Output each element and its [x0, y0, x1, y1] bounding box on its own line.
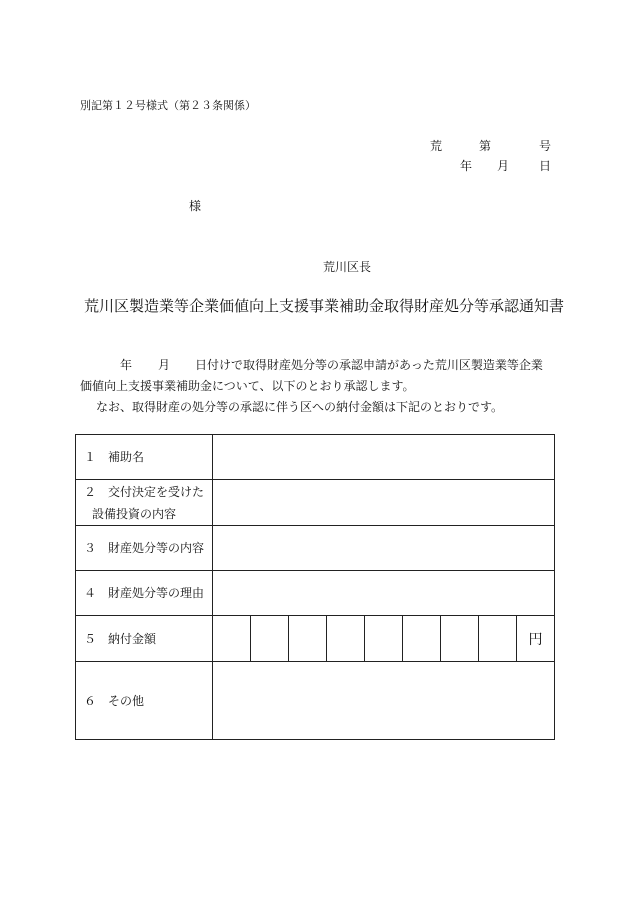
- row-label: ６ その他: [76, 662, 213, 740]
- amount-digit-cell[interactable]: [213, 616, 251, 661]
- row-label: ３ 財産処分等の内容: [76, 526, 213, 571]
- field-disposal-content[interactable]: [213, 526, 555, 571]
- amount-digit-cell[interactable]: [479, 616, 517, 661]
- amount-digit-cell[interactable]: [441, 616, 479, 661]
- body-year: 年: [120, 358, 133, 372]
- row-label: １ 補助名: [76, 435, 213, 480]
- row-label-line1: ２ 交付決定を受けた: [84, 484, 205, 499]
- row-label: [76, 480, 213, 526]
- body-month: 月: [158, 358, 171, 372]
- table-row: [76, 435, 555, 480]
- document-title: 荒川区製造業等企業価値向上支援事業補助金取得財産処分等承認通知書: [84, 297, 565, 315]
- field-subsidy-name[interactable]: [213, 435, 555, 480]
- body-line2: 価値向上支援事業補助金について、以下のとおり承認します。: [80, 379, 415, 393]
- amount-digit-cell[interactable]: [251, 616, 289, 661]
- date-month: 月: [497, 159, 510, 173]
- doc-number-dai: 第: [479, 139, 492, 153]
- table-row: [76, 526, 555, 571]
- body-line3: なお、取得財産の処分等の承認に伴う区への納付金額は下記のとおりです。: [96, 400, 504, 414]
- amount-unit: 円: [528, 631, 543, 648]
- form-reference: 別記第１２号様式（第２３条関係）: [80, 99, 256, 112]
- amount-digit-cell[interactable]: [327, 616, 365, 661]
- date-year: 年: [460, 159, 473, 173]
- table-row: [76, 480, 555, 526]
- amount-digit-cell[interactable]: [365, 616, 403, 661]
- row-label-line2: 設備投資の内容: [92, 506, 177, 521]
- field-other[interactable]: [213, 662, 555, 740]
- table-row: [76, 616, 555, 662]
- table-row: [76, 662, 555, 740]
- amount-digit-cell[interactable]: [289, 616, 327, 661]
- table-row: [76, 571, 555, 616]
- field-payment-amount: [213, 616, 555, 662]
- amount-digit-cell[interactable]: [403, 616, 441, 661]
- date-day: 日: [539, 159, 552, 173]
- addressee-suffix: 様: [189, 199, 202, 213]
- row-label: ４ 財産処分等の理由: [76, 571, 213, 616]
- field-disposal-reason[interactable]: [213, 571, 555, 616]
- doc-number-go: 号: [539, 139, 552, 153]
- row-label: ５ 納付金額: [76, 616, 213, 662]
- doc-number-prefix: 荒: [430, 139, 443, 153]
- body-line1: 日付けで取得財産処分等の承認申請があった荒川区製造業等企業: [195, 358, 543, 372]
- issuer: 荒川区長: [323, 260, 372, 274]
- field-investment-content[interactable]: [213, 480, 555, 526]
- details-table: [75, 434, 555, 740]
